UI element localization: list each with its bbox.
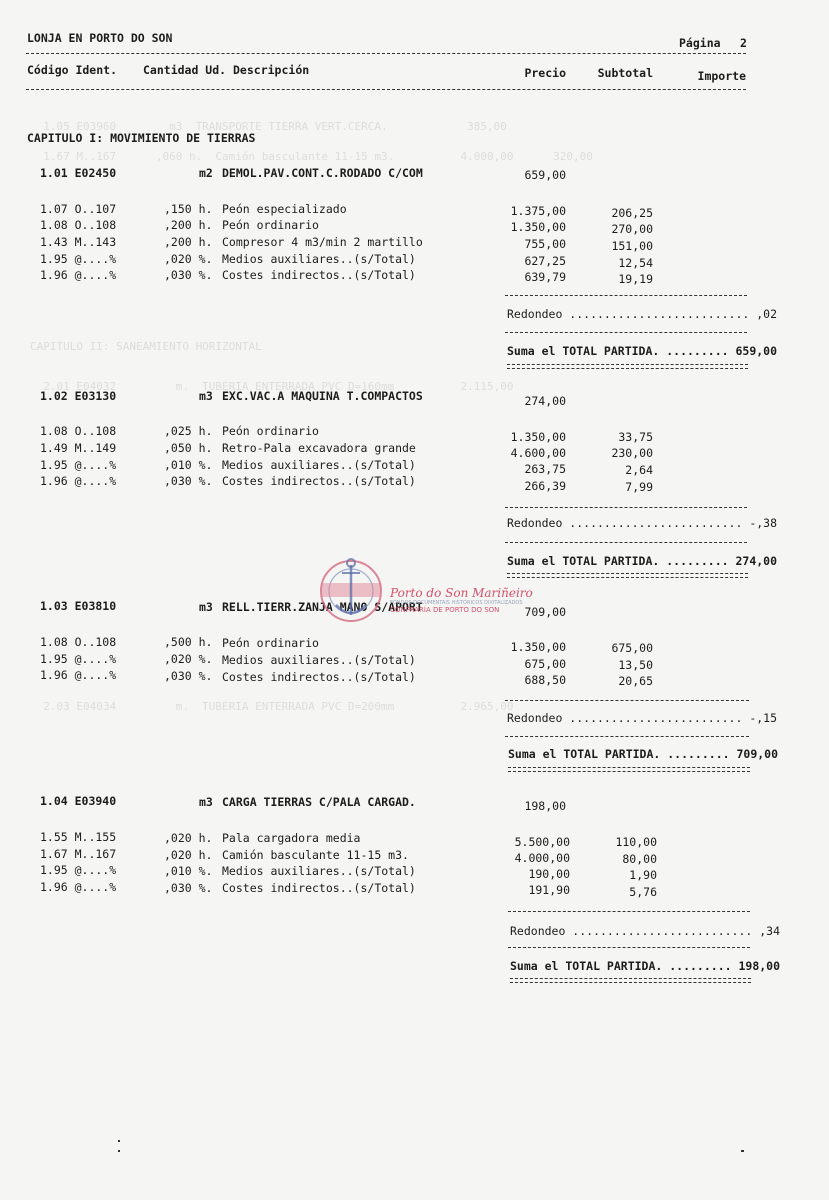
line-price: 4.000,00 xyxy=(514,851,570,865)
line-description: Peón ordinario xyxy=(222,636,319,650)
partida-price: 659,00 xyxy=(524,168,566,182)
line-description: Compresor 4 m3/min 2 martillo xyxy=(222,235,423,249)
line-code: 1.49 M..149 xyxy=(40,441,117,455)
line-subtotal: 19,19 xyxy=(618,272,653,286)
line-price: 1.350,00 xyxy=(510,430,566,444)
line-description: Peón ordinario xyxy=(222,424,319,438)
scan-speck xyxy=(118,1140,120,1142)
line-description: Peón ordinario xyxy=(222,218,319,232)
suma-total-partida: Suma el TOTAL PARTIDA. ......... 659,00 xyxy=(507,344,778,358)
partida-unit: m2 xyxy=(199,166,213,180)
line-qty: ,020 %. xyxy=(164,252,213,266)
line-description: Costes indirectos..(s/Total) xyxy=(222,474,416,488)
line-code: 1.96 @....% xyxy=(40,268,117,282)
line-qty: ,030 %. xyxy=(164,268,213,282)
line-code: 1.08 O..108 xyxy=(40,424,117,438)
line-price: 1.350,00 xyxy=(510,220,566,234)
rule xyxy=(508,947,750,948)
line-description: Medios auxiliares..(s/Total) xyxy=(222,458,416,472)
rule xyxy=(505,507,747,508)
col-subtotal: Subtotal xyxy=(597,66,653,80)
line-code: 1.08 O..108 xyxy=(40,218,117,232)
partida-id: 1.01 E02450 xyxy=(40,166,117,180)
line-qty: ,020 %. xyxy=(164,652,213,666)
line-qty: ,010 %. xyxy=(164,864,213,878)
line-subtotal: 2,64 xyxy=(625,463,653,477)
line-subtotal: 270,00 xyxy=(611,222,653,236)
line-subtotal: 206,25 xyxy=(611,206,653,220)
line-subtotal: 12,54 xyxy=(618,256,653,270)
double-rule xyxy=(507,364,748,369)
col-importe: Importe xyxy=(697,69,746,83)
partida-price: 709,00 xyxy=(524,605,566,619)
line-description: Medios auxiliares..(s/Total) xyxy=(222,864,416,878)
rule xyxy=(505,332,747,333)
line-qty: ,500 h. xyxy=(164,635,213,649)
line-code: 1.95 @....% xyxy=(40,652,117,666)
line-price: 191,90 xyxy=(528,883,570,897)
partida-description: EXC.VAC.A MAQUINA T.COMPACTOS xyxy=(222,389,423,403)
line-price: 1.375,00 xyxy=(510,204,566,218)
line-qty: ,010 %. xyxy=(164,458,213,472)
partida-unit: m3 xyxy=(199,795,213,809)
line-subtotal: 7,99 xyxy=(625,480,653,494)
document-title: LONJA EN PORTO DO SON xyxy=(27,31,173,45)
redondeo: Redondeo .......................... ,34 xyxy=(510,924,781,938)
rule xyxy=(505,542,747,543)
header-rule xyxy=(26,53,746,54)
line-code: 1.08 O..108 xyxy=(40,635,117,649)
line-price: 4.600,00 xyxy=(510,446,566,460)
col-codigo: Código Ident. xyxy=(27,63,118,77)
redondeo: Redondeo ......................... -,15 xyxy=(507,711,778,725)
partida-description: CARGA TIERRAS C/PALA CARGAD. xyxy=(222,795,416,809)
archive-watermark xyxy=(390,586,533,614)
page-number: 2 xyxy=(740,36,747,50)
partida-price: 198,00 xyxy=(524,799,566,813)
line-subtotal: 13,50 xyxy=(618,658,653,672)
line-qty: ,030 %. xyxy=(164,474,213,488)
line-code: 1.67 M..167 xyxy=(40,847,117,861)
line-subtotal: 151,00 xyxy=(611,239,653,253)
partida-description: DEMOL.PAV.CONT.C.RODADO C/COM xyxy=(222,166,423,180)
line-qty: ,030 %. xyxy=(164,669,213,683)
line-code: 1.43 M..143 xyxy=(40,235,117,249)
line-description: Pala cargadora media xyxy=(222,831,361,845)
line-subtotal: 110,00 xyxy=(615,835,657,849)
line-description: Medios auxiliares..(s/Total) xyxy=(222,653,416,667)
line-qty: ,050 h. xyxy=(164,441,213,455)
line-qty: ,030 %. xyxy=(164,881,213,895)
anchor-seal-icon xyxy=(316,553,386,633)
line-price: 266,39 xyxy=(524,479,566,493)
partida-description: RELL.TIERR.ZANJA MANO S/APORT xyxy=(222,600,423,614)
rule xyxy=(505,700,749,701)
rule xyxy=(505,736,749,737)
scan-speck xyxy=(741,1150,744,1152)
partida-unit: m3 xyxy=(199,389,213,403)
line-code: 1.95 @....% xyxy=(40,863,117,877)
double-rule xyxy=(508,767,750,772)
line-price: 1.350,00 xyxy=(510,640,566,654)
line-price: 190,00 xyxy=(528,867,570,881)
line-price: 627,25 xyxy=(524,254,566,268)
redondeo: Redondeo .......................... ,02 xyxy=(507,307,778,321)
line-price: 755,00 xyxy=(524,237,566,251)
watermark-subtitle: FONDOS DOCUMENTAIS HISTÓRICOS DIXITALIZADOS xyxy=(390,600,523,606)
line-subtotal: 230,00 xyxy=(611,446,653,460)
suma-total-partida: Suma el TOTAL PARTIDA. ......... 709,00 xyxy=(508,747,779,761)
watermark-name: Porto do Son Mariñeiro xyxy=(390,586,533,600)
line-description: Peón especializado xyxy=(222,202,347,216)
col-precio: Precio xyxy=(524,66,566,80)
line-price: 263,75 xyxy=(524,462,566,476)
line-qty: ,200 h. xyxy=(164,218,213,232)
line-description: Retro-Pala excavadora grande xyxy=(222,441,416,455)
line-price: 639,79 xyxy=(524,270,566,284)
line-code: 1.96 @....% xyxy=(40,474,117,488)
redondeo: Redondeo ......................... -,38 xyxy=(507,516,778,530)
double-rule xyxy=(510,978,751,983)
line-code: 1.55 M..155 xyxy=(40,830,117,844)
line-subtotal: 33,75 xyxy=(618,430,653,444)
line-code: 1.95 @....% xyxy=(40,252,117,266)
chapter-title: CAPITULO I: MOVIMIENTO DE TIERRAS xyxy=(27,131,256,145)
page-label: Página xyxy=(679,36,721,50)
line-qty: ,020 h. xyxy=(164,831,213,845)
line-price: 688,50 xyxy=(524,673,566,687)
line-description: Costes indirectos..(s/Total) xyxy=(222,268,416,282)
suma-total-partida: Suma el TOTAL PARTIDA. ......... 274,00 xyxy=(507,554,778,568)
line-subtotal: 675,00 xyxy=(611,641,653,655)
line-code: 1.95 @....% xyxy=(40,458,117,472)
suma-total-partida: Suma el TOTAL PARTIDA. ......... 198,00 xyxy=(510,959,781,973)
line-description: Costes indirectos..(s/Total) xyxy=(222,670,416,684)
line-subtotal: 80,00 xyxy=(622,852,657,866)
line-qty: ,150 h. xyxy=(164,202,213,216)
partida-price: 274,00 xyxy=(524,394,566,408)
line-description: Costes indirectos..(s/Total) xyxy=(222,881,416,895)
line-description: Camión basculante 11-15 m3. xyxy=(222,848,409,862)
partida-unit: m3 xyxy=(199,600,213,614)
col-cantidad: Cantidad Ud. Descripción xyxy=(143,63,310,77)
watermark-org: CONFRARÍA DE PORTO DO SON xyxy=(390,606,500,614)
line-code: 1.07 O..107 xyxy=(40,202,117,216)
line-subtotal: 1,90 xyxy=(629,868,657,882)
double-rule xyxy=(507,573,748,578)
columns-rule xyxy=(26,89,746,90)
partida-id: 1.02 E03130 xyxy=(40,389,117,403)
line-price: 675,00 xyxy=(524,657,566,671)
partida-id: 1.03 E03810 xyxy=(40,599,117,613)
rule xyxy=(505,295,747,296)
line-price: 5.500,00 xyxy=(514,835,570,849)
rule xyxy=(508,911,750,912)
line-code: 1.96 @....% xyxy=(40,880,117,894)
line-subtotal: 20,65 xyxy=(618,674,653,688)
line-subtotal: 5,76 xyxy=(629,885,657,899)
line-code: 1.96 @....% xyxy=(40,668,117,682)
line-qty: ,025 h. xyxy=(164,424,213,438)
partida-id: 1.04 E03940 xyxy=(40,794,117,808)
line-qty: ,200 h. xyxy=(164,235,213,249)
line-description: Medios auxiliares..(s/Total) xyxy=(222,252,416,266)
scan-speck xyxy=(118,1150,120,1152)
line-qty: ,020 h. xyxy=(164,848,213,862)
